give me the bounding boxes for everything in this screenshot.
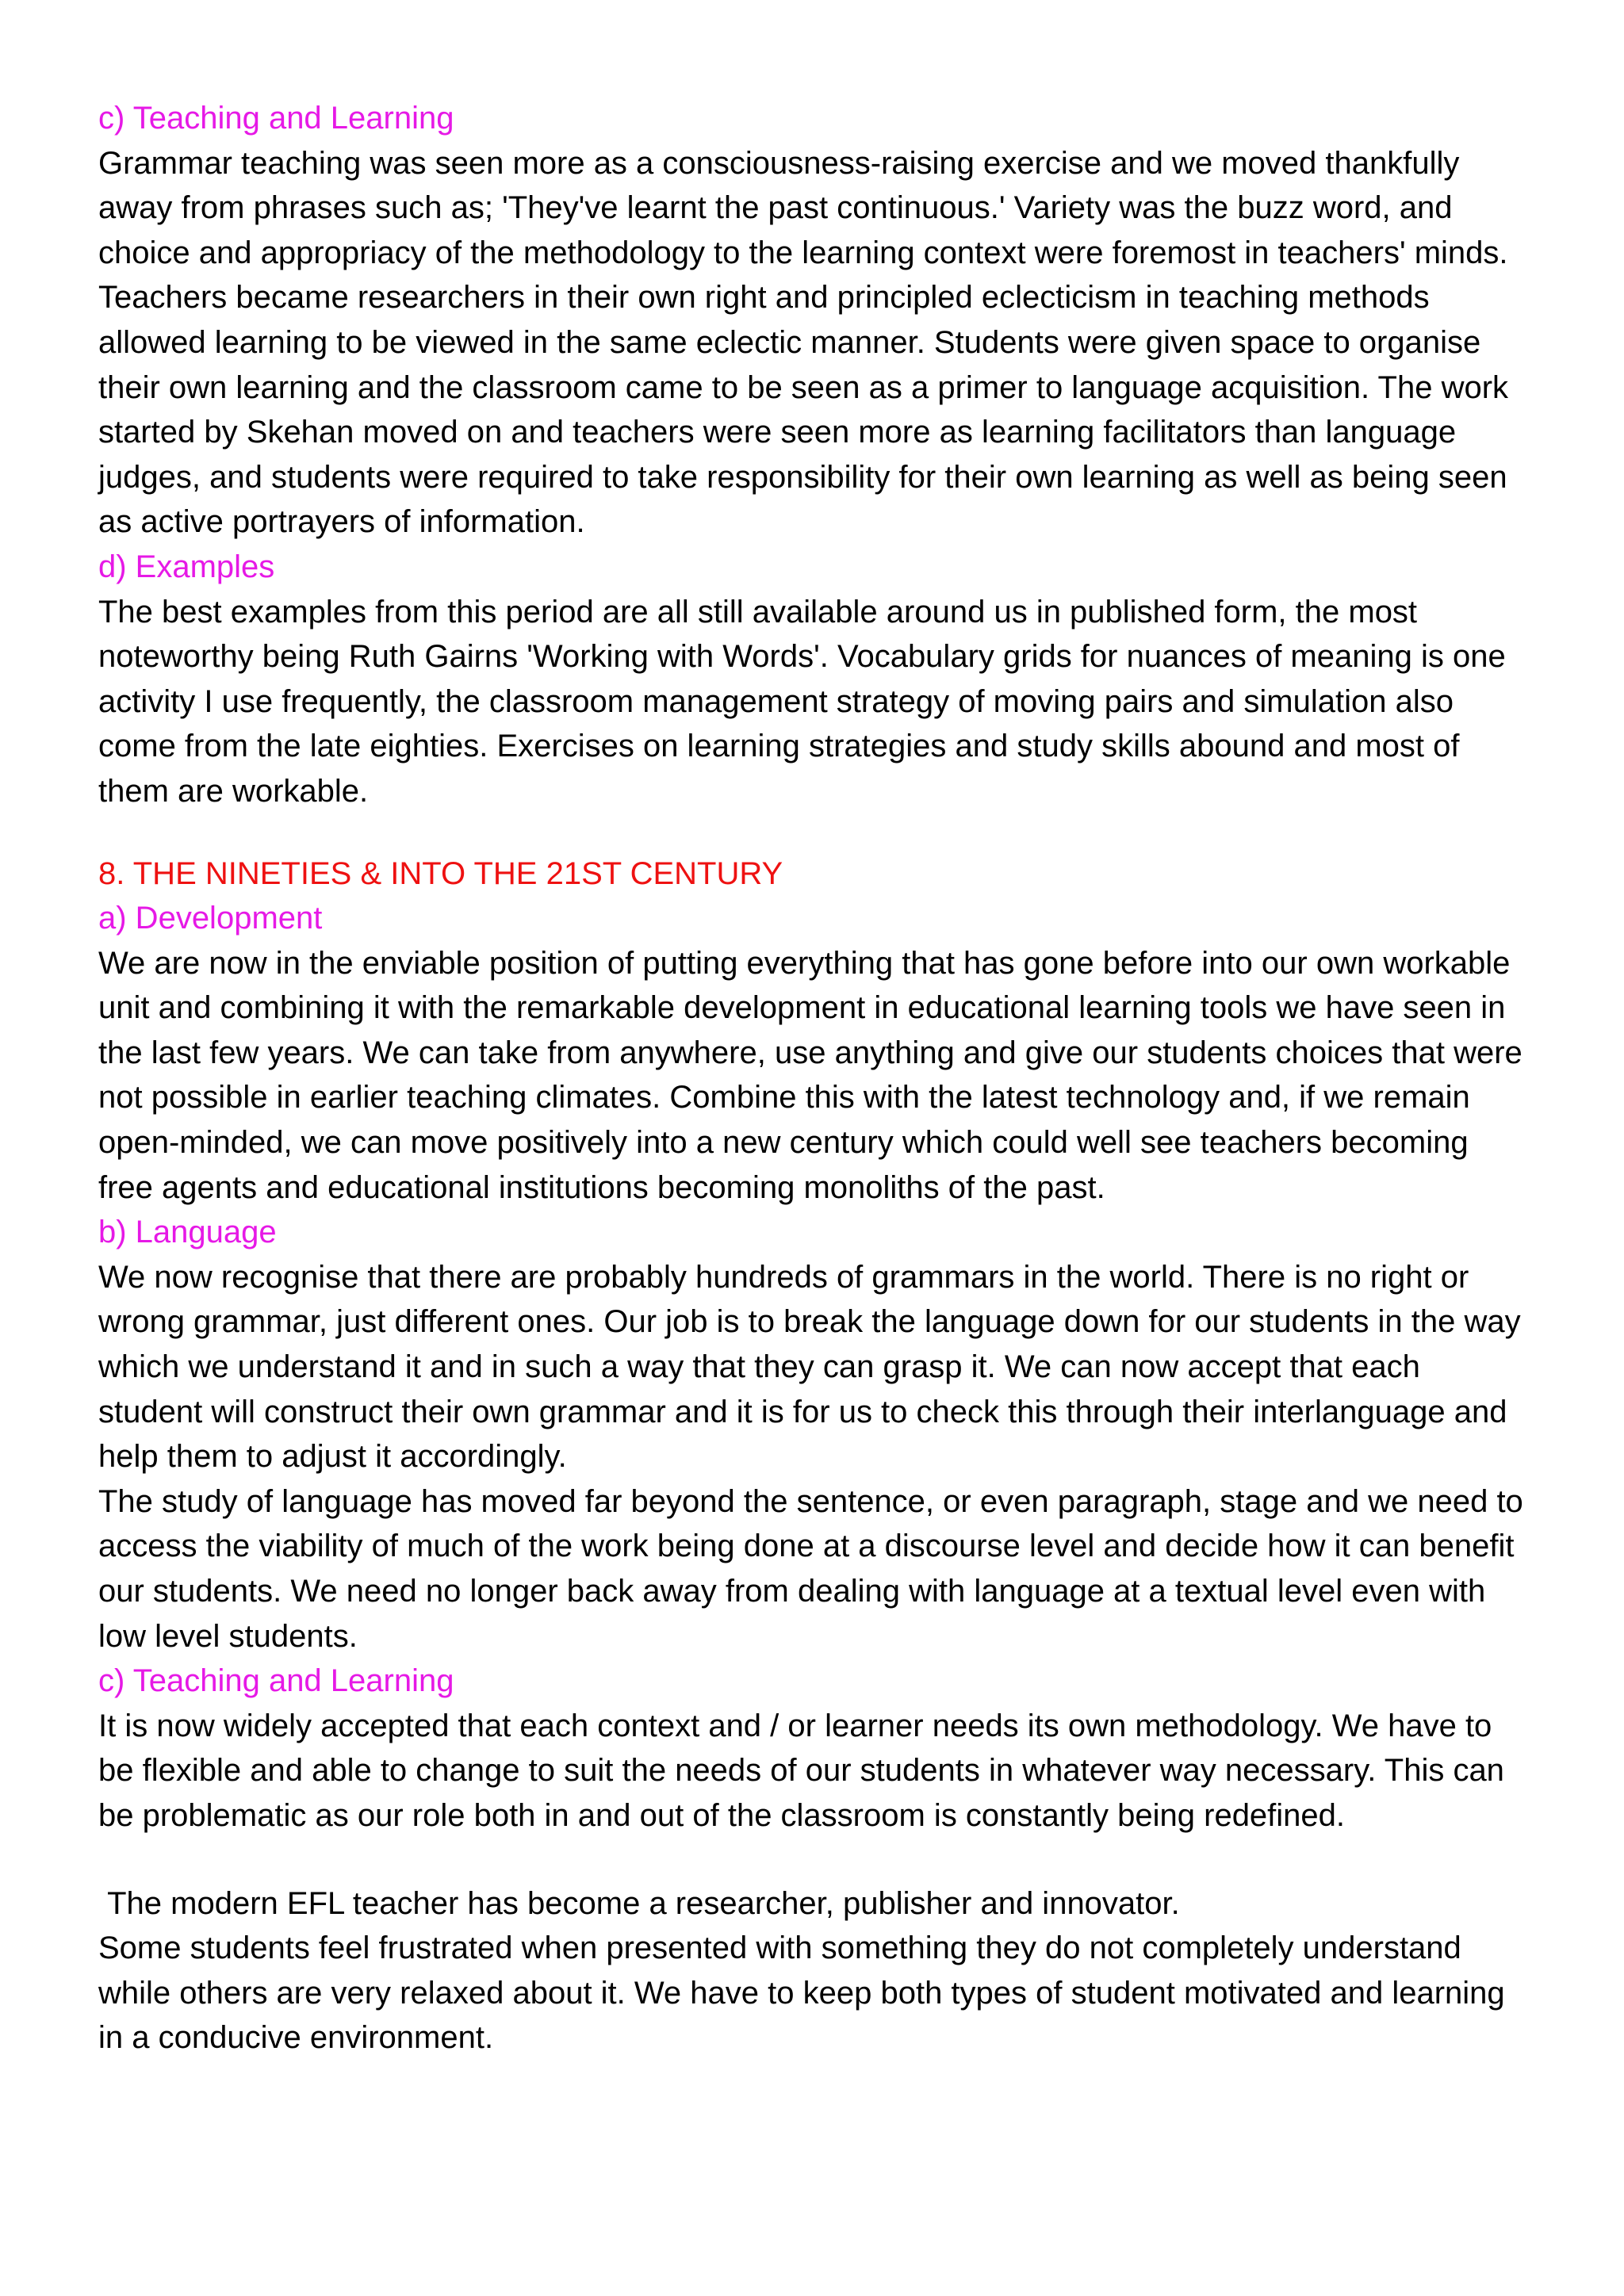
paragraph-language-2: The study of language has moved far beyond the sentence, or even paragraph, stage and we need to access the viability of much of the work being done at a discourse level and decide how it can benefit our students. We need no longer back away from dealing with language at a textual level even with low level students. [98, 1483, 1523, 1654]
document-page [98, 96, 1526, 2061]
heading-teaching-learning: c) Teaching and Learning [98, 101, 454, 136]
paragraph-examples: The best examples from this period are all still available around us in published form, the most noteworthy being Ruth Gairns 'Working with Words'. Vocabulary grids for nuances of meaning is one activity I use frequently, the classroom management strategy of moving pairs and simulation also come from the late eighties. Exercises on learning strategies and study skills abound and most of them are workable. [98, 594, 1506, 809]
paragraph-teaching-1: It is now widely accepted that each context and / or learner needs its own methodology. We have to be flexible and able to change to suit the needs of our students in whatever way necessary. This can be problematic as our role both in and out of the classroom is constantly being redefined. [98, 1708, 1504, 1833]
heading-examples: d) Examples [98, 549, 275, 584]
paragraph-gap [98, 1839, 1526, 1881]
paragraph-development: We are now in the enviable position of putting everything that has gone before into our own workable unit and combining it with the remarkable development in educational learning tools we have seen in the last few years. We can take from anywhere, use anything and give our students choices that were not possible in earlier teaching climates. Combine this with the latest technology and, if we remain open-minded, we can move positively into a new century which could well see teachers becoming free agents and educational institutions becoming monoliths of the past. [98, 945, 1522, 1205]
paragraph-teaching-3: Some students feel frustrated when presented with something they do not completely understand while others are very relaxed about it. We have to keep both types of student motivated and learning in a conducive environment. [98, 1931, 1505, 2056]
section-title: 8. THE NINETIES & INTO THE 21ST CENTURY [98, 855, 783, 891]
heading-teaching-learning-2: c) Teaching and Learning [98, 1663, 454, 1699]
heading-development: a) Development [98, 901, 323, 936]
paragraph-language-1: We now recognise that there are probably hundreds of grammars in the world. There is no right or wrong grammar, just different ones. Our job is to break the language down for our students in the way which we understand it and in such a way that they can grasp it. We can now accept that each student will construct their own grammar and it is for us to check this through their interlanguage and help them to adjust it accordingly. [98, 1259, 1521, 1475]
paragraph-teaching-learning: Grammar teaching was seen more as a consciousness-raising exercise and we moved thankfully away from phrases such as; 'They've learnt the past continuous.' Variety was the buzz word, and choice and appropriacy of the methodology to the learning context were foremost in teachers' minds. Teachers became researchers in their own right and principled eclecticism in teaching methods allowed learning to be viewed in the same eclectic manner. Students were given space to organise their own learning and the classroom came to be seen as a primer to language acquisition. The work started by Skehan moved on and teachers were seen more as learning facilitators than language judges, and students were required to take responsibility for their own learning as well as being seen as active portrayers of information. [98, 145, 1509, 540]
section-gap [98, 814, 1526, 851]
paragraph-teaching-2: The modern EFL teacher has become a researcher, publisher and innovator. [98, 1885, 1180, 1921]
heading-language: b) Language [98, 1215, 277, 1250]
